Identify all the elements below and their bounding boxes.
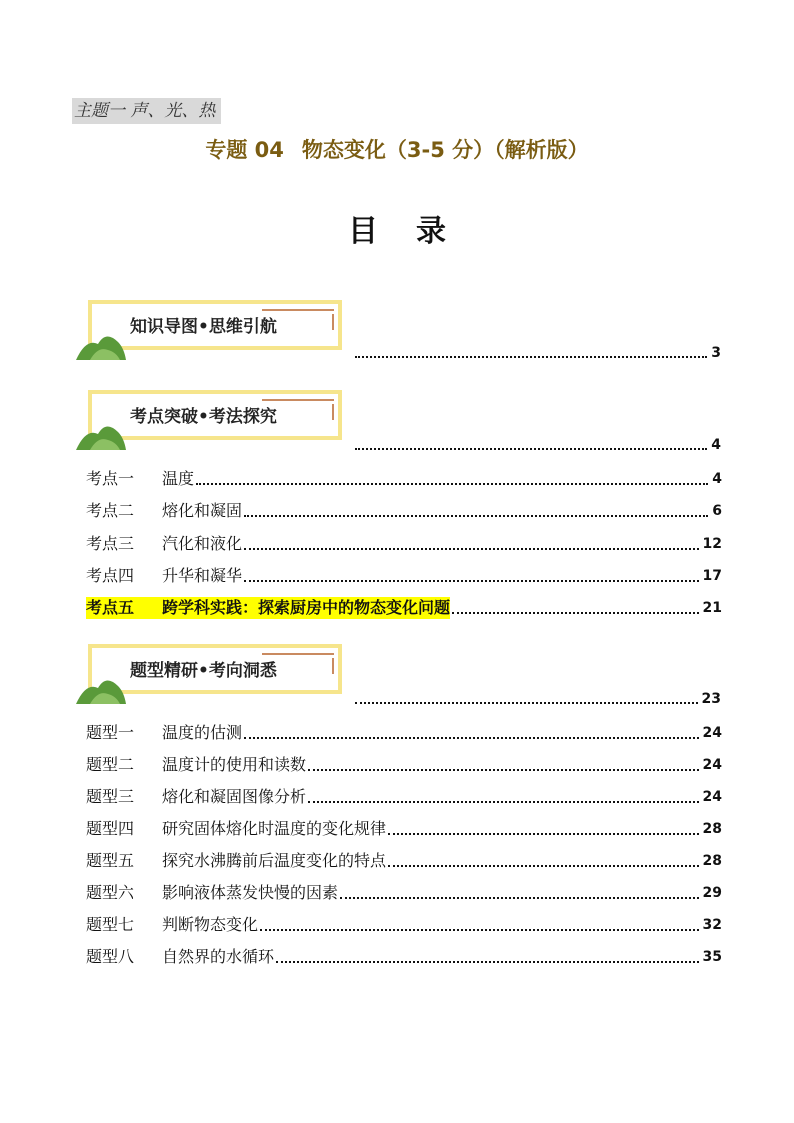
topic-tag: 主题一 声、光、热 [72, 98, 221, 124]
subtitle-number: 专题 04 [205, 138, 284, 162]
hill-icon [76, 666, 126, 706]
banner-label: 考点突破•考法探究 [130, 407, 277, 427]
entry-page: 24 [702, 725, 722, 741]
section-banner-mindmap[interactable] [82, 300, 346, 354]
entry-page: 28 [702, 821, 722, 837]
toc-entry[interactable] [86, 500, 722, 522]
document-subtitle [0, 134, 794, 164]
entry-title: 熔化和凝固图像分析 [162, 787, 307, 806]
entry-title: 熔化和凝固 [162, 501, 243, 520]
entry-title: 升华和凝华 [162, 566, 243, 585]
entry-page: 32 [702, 917, 722, 933]
toc-entry[interactable] [86, 786, 722, 808]
entry-code: 题型四 [86, 819, 135, 838]
toc-entry[interactable] [86, 946, 722, 968]
entry-page: 28 [702, 853, 722, 869]
entry-page: 35 [702, 949, 722, 965]
entry-code: 考点三 [86, 534, 135, 553]
page-number: 3 [711, 345, 721, 361]
section-banner-keypoints[interactable] [82, 390, 346, 444]
toc-entry[interactable] [86, 850, 722, 872]
entry-title: 温度 [162, 469, 195, 488]
entry-code: 考点二 [86, 501, 135, 520]
banner-label: 题型精研•考向洞悉 [130, 661, 277, 681]
section-banner-question-types[interactable] [82, 644, 346, 698]
entry-page: 24 [702, 757, 722, 773]
entry-title: 探究水沸腾前后温度变化的特点 [162, 851, 387, 870]
entry-code: 考点四 [86, 566, 135, 585]
toc-entry[interactable] [86, 818, 722, 840]
entry-code: 题型二 [86, 755, 135, 774]
entry-page: 17 [702, 568, 722, 584]
subtitle-topic: 物态变化（3-5 分）（解析版） [301, 138, 589, 162]
entry-page: 24 [702, 789, 722, 805]
entry-page: 21 [702, 600, 722, 616]
entry-code: 题型一 [86, 723, 135, 742]
entry-title: 研究固体熔化时温度的变化规律 [162, 819, 387, 838]
entry-code: 题型六 [86, 883, 135, 902]
toc-entry[interactable] [86, 533, 722, 555]
highlight-mark [86, 597, 450, 619]
toc-entry[interactable] [86, 882, 722, 904]
entry-code: 考点五 [86, 598, 135, 617]
entry-title: 温度计的使用和读数 [162, 755, 307, 774]
entry-code: 题型八 [86, 947, 135, 966]
entry-title: 汽化和液化 [162, 534, 243, 553]
hill-icon [76, 412, 126, 452]
toc-title: 目录 [348, 214, 484, 249]
entry-title: 自然界的水循环 [162, 947, 275, 966]
entry-title: 判断物态变化 [162, 915, 259, 934]
entry-title: 影响液体蒸发快慢的因素 [162, 883, 339, 902]
toc-entry-highlighted[interactable] [86, 597, 722, 619]
section-page-line[interactable] [355, 437, 721, 453]
page-number: 4 [711, 437, 721, 453]
entry-page: 6 [712, 503, 722, 519]
toc-entry[interactable] [86, 914, 722, 936]
toc-entry[interactable] [86, 468, 722, 490]
entry-page: 4 [712, 471, 722, 487]
section-page-line[interactable] [355, 691, 721, 707]
entry-code: 题型三 [86, 787, 135, 806]
entry-page: 29 [702, 885, 722, 901]
entry-title: 温度的估测 [162, 723, 243, 742]
toc-entry[interactable] [86, 565, 722, 587]
section-page-line[interactable] [355, 345, 721, 361]
entry-code: 题型七 [86, 915, 135, 934]
hill-icon [76, 322, 126, 362]
banner-label: 知识导图•思维引航 [130, 317, 277, 337]
entry-title: 跨学科实践：探索厨房中的物态变化问题 [162, 598, 451, 617]
page-number: 23 [701, 691, 721, 707]
entry-code: 考点一 [86, 469, 135, 488]
entry-code: 题型五 [86, 851, 135, 870]
toc-entry[interactable] [86, 754, 722, 776]
toc-entry[interactable] [86, 722, 722, 744]
entry-page: 12 [702, 536, 722, 552]
